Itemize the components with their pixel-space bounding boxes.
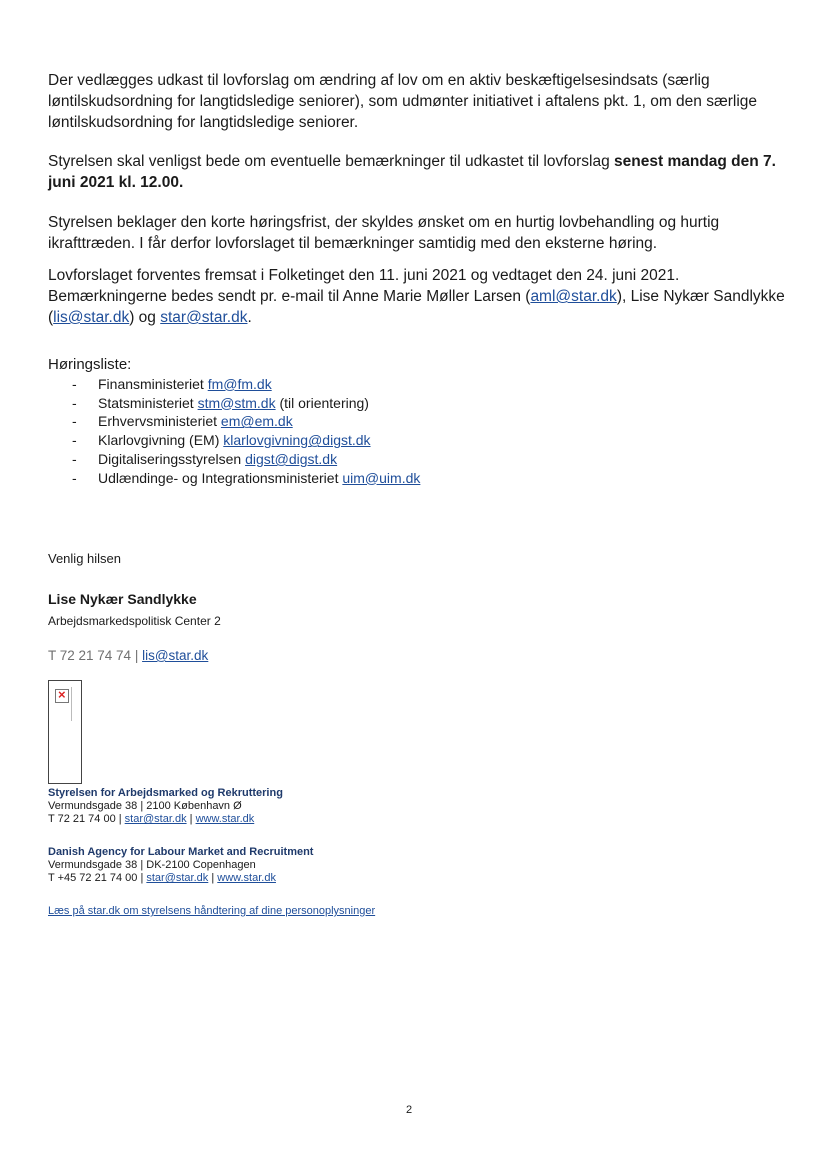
deadline-paragraph: Styrelsen skal venligst bede om eventuelle bemærkninger til udkastet til lovforslag senest mandag den 7. juni 2021 kl. 12.00.: [48, 153, 776, 191]
hearing-list-item: [48, 412, 420, 431]
hearing-recipient-email-link[interactable]: em@em.dk: [220, 413, 293, 430]
privacy-link[interactable]: Læs på star.dk om styrelsens håndtering af dine personoplysninger: [48, 905, 376, 917]
hearing-recipient-name: Digitaliseringsstyrelsen: [98, 450, 246, 467]
logo-graphic: [71, 687, 80, 721]
hearing-recipient-email-link[interactable]: stm@stm.dk: [197, 394, 276, 411]
hearing-recipient-email-link[interactable]: fm@fm.dk: [207, 375, 272, 392]
email-link-lis[interactable]: lis@star.dk: [53, 309, 130, 326]
hearing-recipient-email-link[interactable]: uim@uim.dk: [342, 469, 421, 486]
hearing-list-item: [48, 431, 420, 450]
hearing-recipient-name: Statsministeriet: [98, 394, 198, 411]
org-danish-address: Vermundsgade 38 | 2100 København Ø: [48, 800, 242, 813]
hearing-recipient-name: Finansministeriet: [98, 375, 208, 392]
org-english: [48, 846, 313, 886]
list-dash: -: [72, 469, 77, 486]
hearing-list-items: [48, 375, 420, 488]
org-danish-name: Styrelsen for Arbejdsmarked og Rekruttering: [48, 787, 283, 799]
page-number: 2: [406, 1104, 413, 1116]
email-link-star[interactable]: star@star.dk: [160, 309, 248, 326]
hearing-recipient-email-link[interactable]: klarlovgivning@digst.dk: [223, 432, 371, 449]
hearing-list-item: [48, 469, 420, 488]
hearing-recipient-name: Udlændinge- og Integrationsministeriet: [98, 469, 343, 486]
org-danish-email-link[interactable]: star@star.dk: [124, 813, 187, 826]
hearing-list-title: Høringsliste:: [48, 356, 132, 373]
org-english-name: Danish Agency for Labour Market and Recruitment: [48, 846, 314, 858]
list-dash: -: [72, 450, 77, 467]
hearing-list-item: [48, 450, 420, 469]
hearing-recipient-name: Klarlovgivning (EM): [98, 432, 224, 449]
org-english-contact: T +45 72 21 74 00 | star@star.dk | www.star.dk: [48, 872, 276, 885]
list-dash: -: [72, 413, 77, 430]
org-danish-web-link[interactable]: www.star.dk: [195, 813, 255, 826]
list-dash: -: [72, 432, 77, 449]
hearing-list-item: [48, 394, 420, 413]
greeting: Venlig hilsen: [48, 551, 121, 566]
signer-department: Arbejdsmarkedspolitisk Center 2: [48, 614, 221, 628]
list-dash: -: [72, 375, 77, 392]
hearing-recipient-note: (til orientering): [275, 394, 369, 411]
email-link-aml[interactable]: aml@star.dk: [530, 288, 617, 305]
list-dash: -: [72, 394, 77, 411]
org-danish: [48, 787, 283, 827]
org-english-email-link[interactable]: star@star.dk: [146, 872, 209, 885]
signer-contact: T 72 21 74 74 | lis@star.dk: [48, 648, 209, 663]
apology-paragraph: Styrelsen beklager den korte høringsfrist, der skyldes ønsket om en hurtig lovbehandling og hurtig ikrafttræden. I får derfor lovforslaget til bemærkninger samtidig med den eksterne høring.: [48, 214, 720, 252]
org-english-address: Vermundsgade 38 | DK-2100 Copenhagen: [48, 859, 256, 872]
org-english-web-link[interactable]: www.star.dk: [217, 872, 276, 885]
deadline-date: senest mandag den 7. juni 2021 kl. 12.00.: [48, 153, 776, 191]
intro-paragraph: Der vedlægges udkast til lovforslag om ændring af lov om en aktiv beskæftigelsesindsats (særlig løntilskudsordning for langtidsledige seniorer), som udmønter initiativet i aftalens pkt. 1, om den særlige løntilskudsordning for langtidsledige seniorer.: [48, 72, 758, 131]
hearing-list-item: [48, 375, 420, 394]
schedule-paragraph: Lovforslaget forventes fremsat i Folketinget den 11. juni 2021 og vedtaget den 24. juni 2021. Bemærkningerne bedes sendt pr. e-mail til Anne Marie Møller Larsen (aml@star.dk), Lise Nykær Sandlykke (lis@star.dk) og star@star.dk.: [48, 267, 785, 326]
broken-image-icon: [55, 689, 69, 703]
privacy-notice: [48, 905, 375, 917]
logo-placeholder: [48, 680, 82, 784]
hearing-recipient-name: Erhvervsministeriet: [98, 413, 221, 430]
org-danish-contact: T 72 21 74 00 | star@star.dk | www.star.dk: [48, 813, 255, 826]
hearing-list: [48, 356, 420, 488]
signer-name: Lise Nykær Sandlykke: [48, 591, 197, 607]
hearing-recipient-email-link[interactable]: digst@digst.dk: [245, 450, 338, 467]
signer-email-link[interactable]: lis@star.dk: [142, 648, 209, 663]
